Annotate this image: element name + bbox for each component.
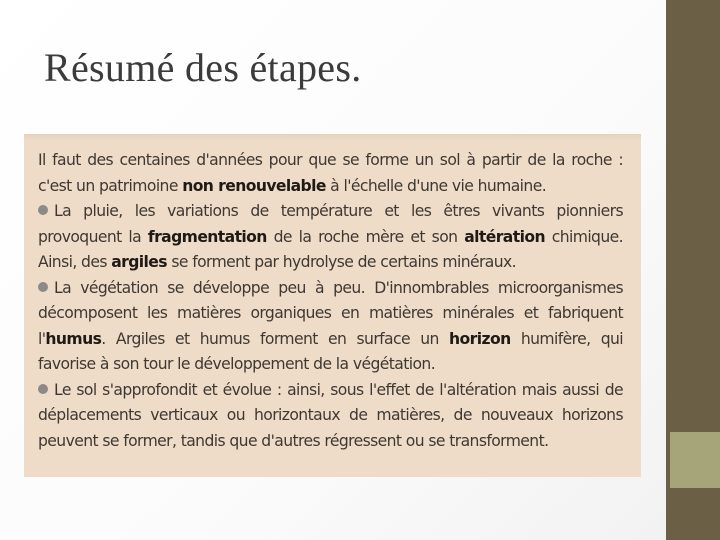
paragraph-3-text-1: La végétation se développe peu à peu. D'innombrables microorganismes décomposent les matières organiques en matières minérales et fabriquent l' — [38, 278, 623, 348]
paragraph-2-text-4: se forment par hydrolyse de certains minéraux. — [166, 253, 517, 271]
paragraph-2-text-3: chimique. Ainsi, des — [38, 227, 623, 271]
scanned-text-image — [24, 134, 641, 477]
bullet-icon — [38, 282, 48, 292]
paragraph-2 — [38, 199, 623, 276]
paragraph-3-text-3: humifère, qui favorise à son tour le développement de la végétation. — [38, 329, 624, 373]
paragraph-2-text-1: La pluie, les variations de température et les êtres vivants pionniers provoquent la — [38, 202, 623, 246]
term-non-renouvelable: non renouvelable — [182, 176, 326, 195]
term-argiles: argiles — [111, 253, 167, 271]
slide-title: Résumé des étapes. — [44, 45, 362, 90]
paragraph-1-text-1: Il faut des centaines d'années pour que se forme un sol à partir de la roche : c'est un patrimoine — [38, 151, 623, 195]
right-decor-accent — [670, 432, 720, 488]
bullet-icon — [38, 205, 48, 215]
paragraph-2-text-2: de la roche mère et son — [266, 227, 465, 246]
paragraph-4-text-1: Le sol s'approfondit et évolue : ainsi, sous l'effet de l'altération mais aussi de déplacements verticaux ou horizontaux de matières, de nouveaux horizons peuvent se former, tandis que d'autres régressent ou se transforment. — [38, 380, 623, 450]
paragraph-1-text-2: à l'échelle d'une vie humaine. — [325, 176, 547, 195]
bullet-icon — [38, 384, 48, 394]
paragraph-4 — [38, 378, 623, 455]
paragraph-1 — [38, 148, 623, 199]
right-decor-bottom — [670, 488, 720, 540]
paragraph-3 — [38, 276, 623, 378]
paragraph-3-text-2: . Argiles et humus forment en surface un — [101, 329, 450, 348]
term-alteration: altération — [464, 227, 545, 246]
term-horizon: horizon — [449, 329, 511, 348]
term-humus: humus — [45, 329, 102, 348]
term-fragmentation: fragmentation — [147, 227, 267, 246]
scan-top-edge — [24, 134, 641, 140]
